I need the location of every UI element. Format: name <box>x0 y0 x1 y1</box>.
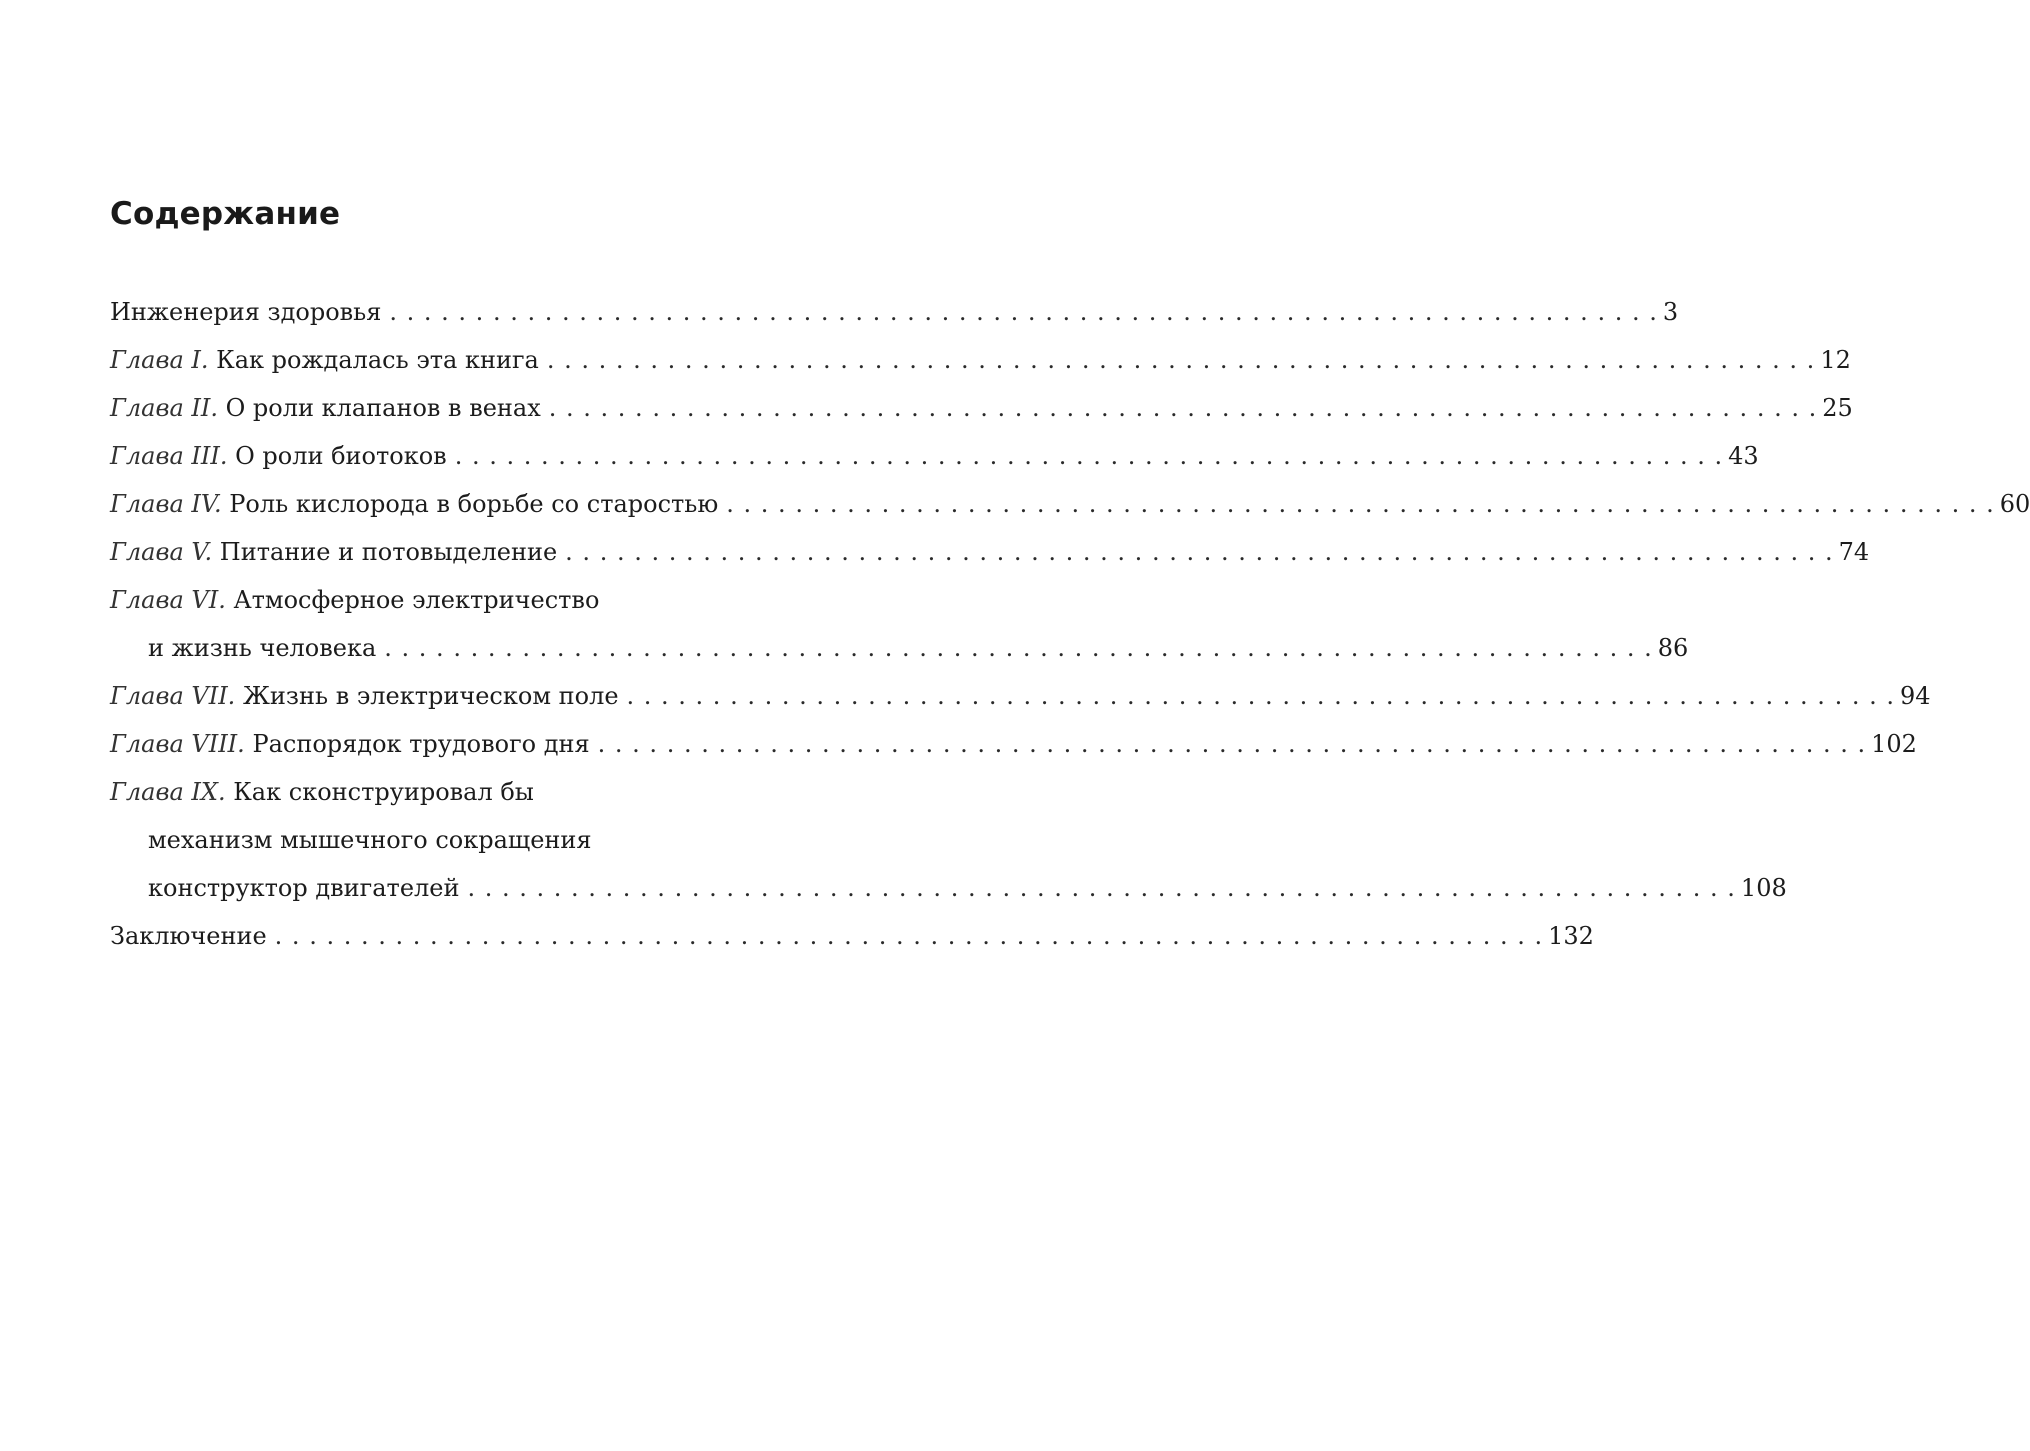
toc-entry-label <box>148 816 592 864</box>
chapter-number: Глава VIII. <box>110 730 245 758</box>
chapter-number: Глава VI. <box>110 586 226 614</box>
toc-entry-label <box>148 864 459 912</box>
toc-entry-label <box>148 624 376 672</box>
toc-entry-label <box>110 576 599 624</box>
toc-entry <box>110 528 1870 576</box>
toc-entry-title: Атмосферное электричество <box>233 586 600 614</box>
toc-line <box>110 720 1917 768</box>
dot-leader <box>275 912 1542 960</box>
page-number: 132 <box>1548 922 1594 950</box>
toc-entry-title: Питание и потовыделение <box>219 538 558 566</box>
dot-leader <box>467 864 1734 912</box>
toc-line <box>110 432 1759 480</box>
toc-entry <box>110 336 1851 384</box>
toc-line <box>110 576 828 624</box>
toc-entry-title: и жизнь человека <box>148 634 377 662</box>
page-number: 86 <box>1657 634 1689 662</box>
toc-entry <box>110 384 1853 432</box>
toc-entry <box>110 768 1787 912</box>
toc-line <box>110 864 1787 912</box>
chapter-number: Глава IX. <box>110 778 226 806</box>
toc-line <box>110 912 1594 960</box>
toc-entry-title: Жизнь в электрическом поле <box>242 682 619 710</box>
page-number: 3 <box>1662 298 1679 326</box>
chapter-number: Глава IV. <box>110 490 222 518</box>
dot-leader <box>726 480 1993 528</box>
toc-entry-label <box>110 288 381 336</box>
toc-entry-label <box>110 384 541 432</box>
chapter-number: Глава II. <box>110 394 218 422</box>
page-number: 74 <box>1838 538 1870 566</box>
chapter-number: Глава V. <box>110 538 213 566</box>
toc-entry <box>110 288 1679 336</box>
toc-line <box>110 624 1689 672</box>
toc-entry-title: Заключение <box>110 922 267 950</box>
toc-entry-title: О роли биотоков <box>235 442 447 470</box>
page-number: 108 <box>1740 874 1787 902</box>
dot-leader <box>598 720 1865 768</box>
page-number: 25 <box>1822 394 1853 422</box>
toc-entry <box>110 672 1931 720</box>
toc-line <box>110 528 1870 576</box>
toc-line <box>110 480 2030 528</box>
toc-entry <box>110 480 2030 528</box>
toc-entry-label <box>110 720 590 768</box>
toc-line <box>110 288 1679 336</box>
chapter-number: Глава I. <box>110 346 209 374</box>
toc-entry-label <box>110 768 534 816</box>
toc-entry <box>110 432 1759 480</box>
toc-entry-label <box>110 528 557 576</box>
toc-line <box>110 768 828 816</box>
dot-leader <box>549 384 1816 432</box>
toc-line <box>110 672 1931 720</box>
toc-entry-label <box>110 480 718 528</box>
chapter-number: Глава VII. <box>110 682 236 710</box>
page-number: 12 <box>1820 346 1851 374</box>
toc-entry-title: Инженерия здоровья <box>110 298 382 326</box>
table-of-contents <box>110 288 2030 960</box>
toc-entry-label <box>110 432 447 480</box>
toc-entry-label <box>110 672 619 720</box>
dot-leader <box>455 432 1722 480</box>
dot-leader <box>627 672 1894 720</box>
toc-entry-title: О роли клапанов в венах <box>225 394 541 422</box>
dot-leader <box>384 624 1651 672</box>
page-title: Содержание <box>110 196 341 232</box>
toc-line <box>110 336 1851 384</box>
chapter-number: Глава III. <box>110 442 228 470</box>
toc-entry-title: Как сконструировал бы <box>233 778 534 806</box>
toc-entry-title: механизм мышечного сокращения <box>148 826 592 854</box>
dot-leader <box>547 336 1814 384</box>
toc-entry <box>110 912 1594 960</box>
toc-entry-label <box>110 912 267 960</box>
page-number: 102 <box>1871 730 1917 758</box>
toc-line <box>110 384 1853 432</box>
toc-entry-label <box>110 336 539 384</box>
toc-entry-title: конструктор двигателей <box>148 874 460 902</box>
toc-entry-title: Как рождалась эта книга <box>216 346 539 374</box>
dot-leader <box>389 288 1656 336</box>
page-number: 43 <box>1728 442 1759 470</box>
toc-entry <box>110 576 1689 672</box>
toc-entry-title: Распорядок трудового дня <box>252 730 590 758</box>
dot-leader <box>565 528 1832 576</box>
toc-entry <box>110 720 1917 768</box>
toc-line <box>110 816 828 864</box>
toc-entry-title: Роль кислорода в борьбе со старостью <box>229 490 719 518</box>
page-number: 60 <box>1999 490 2030 518</box>
page-number: 94 <box>1899 682 1931 710</box>
